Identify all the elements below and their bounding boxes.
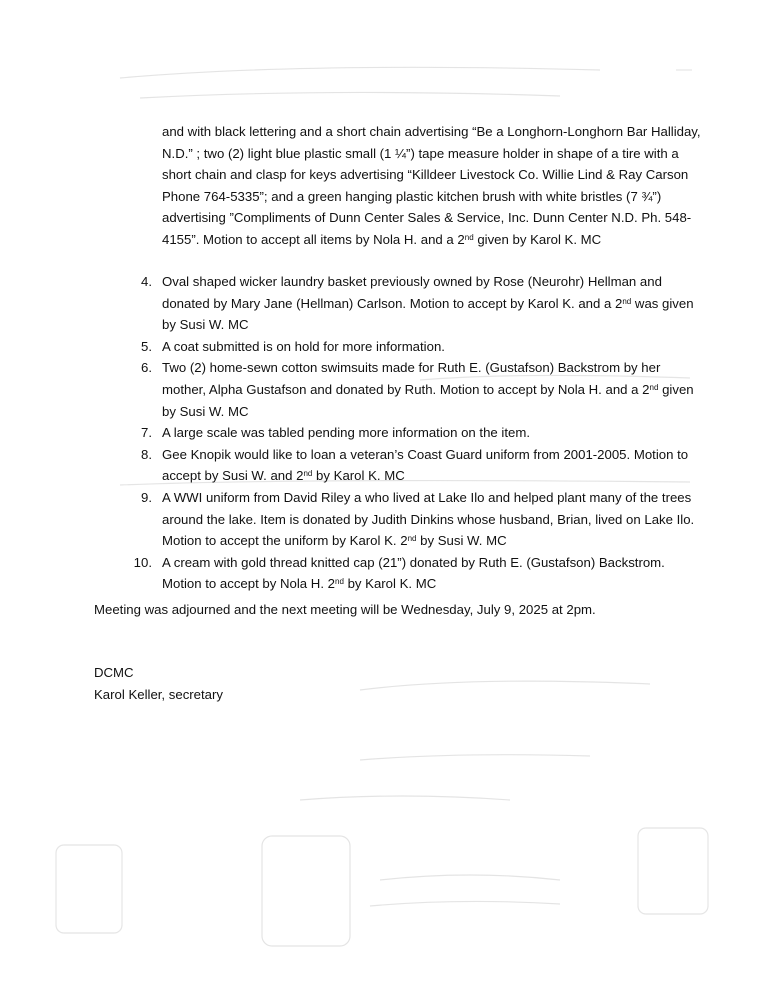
text-segment: A large scale was tabled pending more information on the item.: [162, 425, 530, 441]
text-segment: and with black lettering and a short chain advertising “Be a Longhorn-Longhorn Bar Halliday, N.D.” ; two (2) light blue plastic small (1 ¼”) tape measure holder in shape of a tire with a short chain and clasp for keys advertising “Killdeer Livestock Co. Willie Lind & Ray Carson Phone 764-5335”; and a green hanging plastic kitchen brush with white bristles (7 ¾”) advertising ”Compliments of Dunn Center Sales & Service, Inc. Dunn Center N.D. Ph. 548-4155”. Motion to accept all items by Nola H. and a 2: [162, 124, 701, 247]
ordinal-superscript: nd: [649, 382, 659, 392]
text-segment: by Susi W. MC: [416, 533, 507, 549]
list-item: [0, 336, 702, 358]
ordinal-superscript: nd: [335, 577, 344, 587]
list-item: [0, 552, 702, 595]
list-item-text: [162, 490, 694, 548]
list-item: [0, 357, 702, 422]
signature-organization: DCMC: [94, 665, 134, 680]
list-item-number: 7.: [141, 425, 152, 441]
text-segment: Gee Knopik would like to loan a veteran’s Coast Guard uniform from 2001-2005. Motion to accept by Susi W. and 2: [162, 446, 689, 484]
text-segment: A coat submitted is on hold for more information.: [162, 338, 445, 354]
list-item: [0, 487, 702, 552]
list-item-number: 9.: [141, 489, 152, 505]
list-item: [0, 422, 702, 444]
agenda-item-list: [0, 271, 768, 595]
text-segment: given by Karol K. MC: [473, 231, 602, 247]
list-item-number: 8.: [141, 446, 152, 462]
list-item-text: [162, 425, 530, 440]
text-segment: Two (2) home-sewn cotton swimsuits made for Ruth E. (Gustafson) Backstrom by her mother, Alpha Gustafson and donated by Ruth. Motion to accept by Nola H. and a 2: [162, 360, 661, 397]
list-item-number: 6.: [141, 360, 152, 376]
text-segment: A WWI uniform from David Riley a who lived at Lake Ilo and helped plant many of the trees around the lake. Item is donated by Judith Dinkins whose husband, Brian, lived on Lake Ilo. Motion to accept the uniform by Karol K. 2: [162, 489, 695, 549]
ordinal-superscript: nd: [407, 534, 417, 544]
text-segment: A cream with gold thread knitted cap (21”) donated by Ruth E. (Gustafson) Backstrom. Motion to accept by Nola H. 2: [162, 554, 665, 592]
text-segment: by Karol K. MC: [343, 576, 437, 592]
list-item-number: 5.: [141, 338, 152, 354]
text-segment: was given by Susi W. MC: [162, 295, 694, 333]
text-segment: by Karol K. MC: [312, 468, 405, 484]
text-segment: given by Susi W. MC: [162, 381, 694, 419]
ordinal-superscript: nd: [303, 469, 313, 479]
signature-name: Karol Keller, secretary: [94, 687, 223, 702]
list-item-text: [162, 339, 445, 354]
list-item-number: 10.: [133, 554, 152, 570]
list-item-text: [162, 555, 665, 592]
adjournment-statement: Meeting was adjourned and the next meeting will be Wednesday, July 9, 2025 at 2pm.: [94, 602, 596, 617]
continued-paragraph: [162, 121, 702, 251]
list-item: [0, 271, 702, 336]
list-item-text: [162, 360, 694, 418]
list-item-text: [162, 447, 688, 484]
list-item-text: [162, 274, 694, 332]
text-segment: Oval shaped wicker laundry basket previously owned by Rose (Neurohr) Hellman and donated by Mary Jane (Hellman) Carlson. Motion to accept by Karol K. and a 2: [162, 274, 662, 311]
ordinal-superscript: nd: [464, 232, 474, 242]
list-item: [0, 444, 702, 487]
list-item-number: 4.: [141, 274, 152, 289]
ordinal-superscript: nd: [622, 296, 632, 306]
